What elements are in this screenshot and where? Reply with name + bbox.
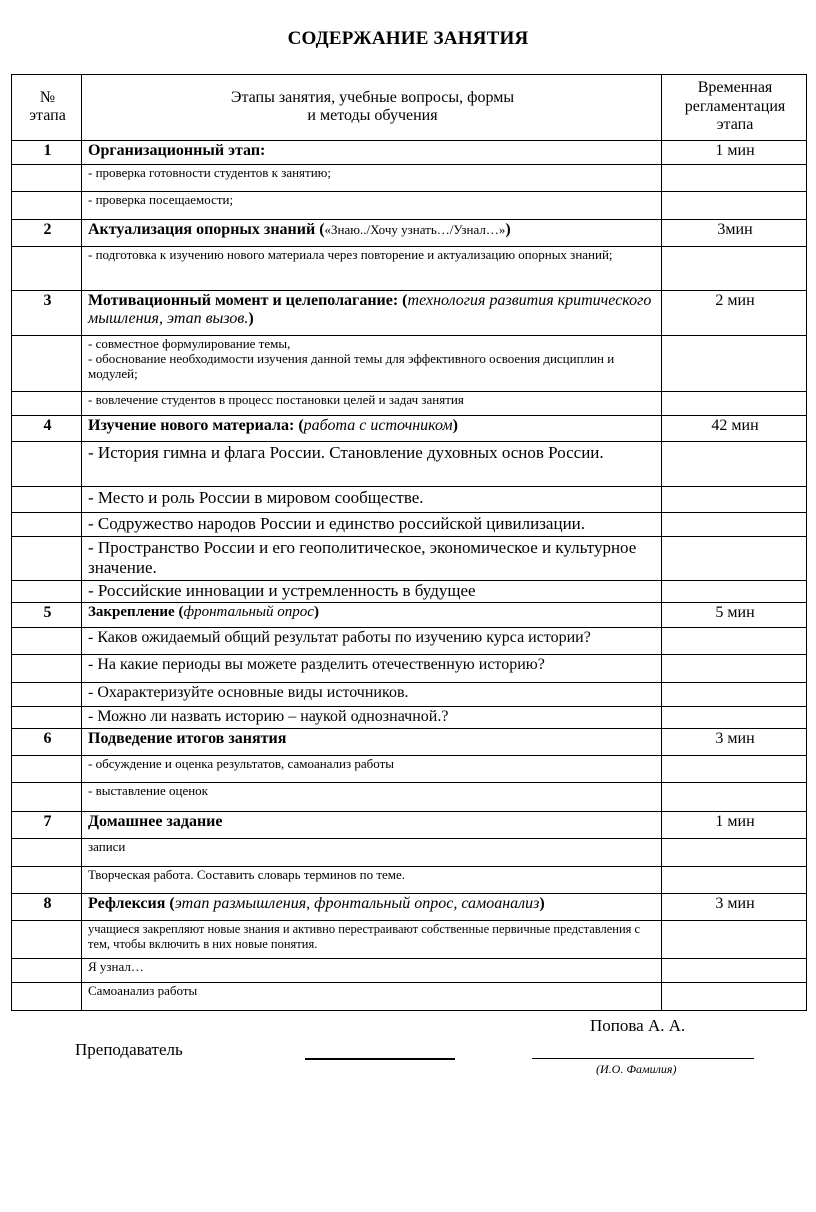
list-item: Творческая работа. Составить словарь терминов по теме. bbox=[82, 867, 662, 894]
table-row bbox=[12, 706, 807, 728]
stage-time: 42 мин bbox=[662, 416, 807, 442]
stage-row bbox=[12, 812, 807, 839]
stage-title: Закрепление (фронтальный опрос) bbox=[82, 602, 662, 627]
table-row bbox=[12, 682, 807, 706]
table-row bbox=[12, 756, 807, 783]
header-stages: Этапы занятия, учебные вопросы, формы и методы обучения bbox=[82, 75, 662, 141]
list-item: - Охарактеризуйте основные виды источников. bbox=[82, 682, 662, 706]
stage-time: 3мин bbox=[662, 220, 807, 247]
stage-row bbox=[12, 416, 807, 442]
list-item: - Содружество народов России и единство российской цивилизации. bbox=[82, 513, 662, 537]
table-row bbox=[12, 921, 807, 959]
stage-row bbox=[12, 220, 807, 247]
name-caption: (И.О. Фамилия) bbox=[596, 1062, 677, 1076]
teacher-label: Преподаватель bbox=[75, 1040, 183, 1059]
list-item: - обсуждение и оценка результатов, самоанализ работы bbox=[82, 756, 662, 783]
stage-row bbox=[12, 291, 807, 336]
stage-time: 1 мин bbox=[662, 141, 807, 165]
page-title: СОДЕРЖАНИЕ ЗАНЯТИЯ bbox=[287, 28, 529, 49]
lesson-plan-table bbox=[11, 74, 807, 1011]
table-row bbox=[12, 627, 807, 654]
table-row bbox=[12, 165, 807, 192]
signature-line bbox=[305, 1058, 455, 1060]
stage-title: Рефлексия (этап размышления, фронтальный опрос, самоанализ) bbox=[82, 894, 662, 921]
header-num: № этапа bbox=[12, 75, 82, 141]
stage-number: 3 bbox=[12, 291, 82, 336]
list-item: - Место и роль России в мировом сообществе. bbox=[82, 487, 662, 513]
list-item: - Можно ли назвать историю – наукой однозначной.? bbox=[82, 706, 662, 728]
list-item: - На какие периоды вы можете разделить отечественную историю? bbox=[82, 654, 662, 682]
stage-time: 3 мин bbox=[662, 729, 807, 756]
stage-time: 2 мин bbox=[662, 291, 807, 336]
table-row bbox=[12, 192, 807, 220]
table-row bbox=[12, 392, 807, 416]
stage-title: Изучение нового материала: (работа с источником) bbox=[82, 416, 662, 442]
stage-number: 4 bbox=[12, 416, 82, 442]
stage-title: Мотивационный момент и целеполагание: (технология развития критического мышления, этап вызов.) bbox=[82, 291, 662, 336]
stage-title: Организационный этап: bbox=[82, 141, 662, 165]
list-item: Самоанализ работы bbox=[82, 983, 662, 1011]
list-item: - Пространство России и его геополитическое, экономическое и культурное значение. bbox=[82, 537, 662, 581]
stage-number: 6 bbox=[12, 729, 82, 756]
stage-time: 5 мин bbox=[662, 602, 807, 627]
table-row bbox=[12, 513, 807, 537]
table-row bbox=[12, 487, 807, 513]
table-row bbox=[12, 959, 807, 983]
list-item: Я узнал… bbox=[82, 959, 662, 983]
stage-title: Актуализация опорных знаний («Знаю../Хочу узнать…/Узнал…») bbox=[82, 220, 662, 247]
stage-row bbox=[12, 894, 807, 921]
list-item: - вовлечение студентов в процесс постановки целей и задач занятия bbox=[82, 392, 662, 416]
list-item: - проверка готовности студентов к занятию; bbox=[82, 165, 662, 192]
header-time: Временная регламентация этапа bbox=[662, 75, 807, 141]
table-header-row bbox=[12, 75, 807, 141]
table-row bbox=[12, 983, 807, 1011]
table-row bbox=[12, 839, 807, 867]
stage-number: 7 bbox=[12, 812, 82, 839]
stage-title: Домашнее задание bbox=[82, 812, 662, 839]
list-item: записи bbox=[82, 839, 662, 867]
list-item: учащиеся закрепляют новые знания и активно перестраивают собственные первичные представления с тем, чтобы включить в них новые понятия. bbox=[82, 921, 662, 959]
table-row bbox=[12, 336, 807, 392]
stage-time: 3 мин bbox=[662, 894, 807, 921]
table-row bbox=[12, 783, 807, 812]
stage-time: 1 мин bbox=[662, 812, 807, 839]
list-item: - Российские инновации и устремленность в будущее bbox=[82, 581, 662, 603]
stage-title: Подведение итогов занятия bbox=[82, 729, 662, 756]
list-item: - проверка посещаемости; bbox=[82, 192, 662, 220]
list-item: - История гимна и флага России. Становление духовных основ России. bbox=[82, 442, 662, 487]
stage-number: 2 bbox=[12, 220, 82, 247]
table-row bbox=[12, 654, 807, 682]
list-item: - совместное формулирование темы, - обоснование необходимости изучения данной темы для эффективного освоения дисциплин и модулей; bbox=[82, 336, 662, 392]
name-line bbox=[532, 1058, 754, 1059]
teacher-name: Попова А. А. bbox=[590, 1016, 686, 1035]
table-row bbox=[12, 581, 807, 603]
list-item: - подготовка к изучению нового материала через повторение и актуализацию опорных знаний; bbox=[82, 247, 662, 291]
table-row bbox=[12, 537, 807, 581]
stage-number: 5 bbox=[12, 602, 82, 627]
stage-number: 1 bbox=[12, 141, 82, 165]
stage-row bbox=[12, 141, 807, 165]
stage-row bbox=[12, 602, 807, 627]
list-item: - выставление оценок bbox=[82, 783, 662, 812]
table-row bbox=[12, 442, 807, 487]
stage-row bbox=[12, 729, 807, 756]
table-row bbox=[12, 247, 807, 291]
table-row bbox=[12, 867, 807, 894]
stage-number: 8 bbox=[12, 894, 82, 921]
list-item: - Каков ожидаемый общий результат работы по изучению курса истории? bbox=[82, 627, 662, 654]
